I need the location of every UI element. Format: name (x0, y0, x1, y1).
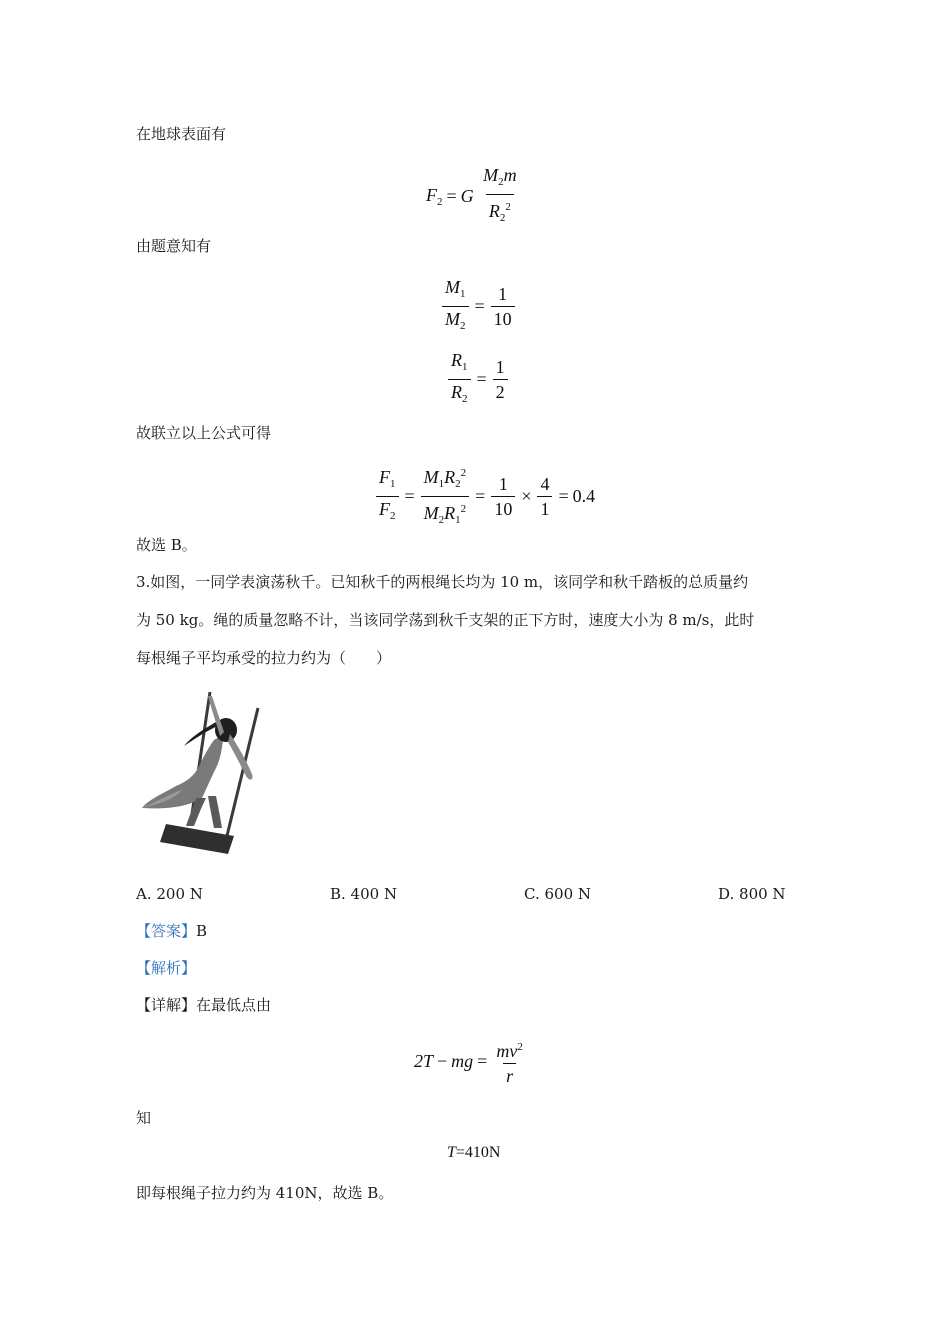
text-on-earth-surface: 在地球表面有 (136, 125, 227, 143)
formula-tension-result: T=410N (447, 1144, 501, 1161)
formula-mass-ratio: $\frac{M_1}{M_2}$ = $\frac{1}{10}$ (440, 277, 517, 336)
option-d[interactable]: D. 800 N (718, 885, 786, 903)
formula-gravity-earth (426, 165, 522, 228)
option-c[interactable]: C. 600 N (524, 885, 592, 903)
detail-line (136, 995, 271, 1015)
text-choose-b: 故选 B。 (136, 536, 197, 554)
option-a[interactable]: A. 200 N (136, 885, 203, 903)
equals-sign: = (446, 186, 457, 206)
answer-line (136, 921, 207, 941)
formula-radius-ratio: $\frac{R_1}{R_2}$ = $\frac{1}{2}$ (446, 350, 510, 409)
text-conclusion: 即每根绳子拉力约为 410N，故选 B。 (136, 1184, 394, 1202)
detail-text: 在最低点由 (196, 996, 272, 1014)
text-zhi: 知 (136, 1109, 152, 1127)
formula-force-ratio: $\frac{F_1}{F_2}$ = $\frac{M_1R_2^2}{M_2R_1^2}$ = $\frac{1}{10}$ × $\frac{4}{1}$ = 0.4 (374, 463, 595, 530)
question-3-line-3: 每根绳子平均承受的拉力约为（ ） (136, 649, 392, 667)
f2-symbol: $F_2$ (426, 185, 443, 208)
detail-tag: 【详解】 (136, 996, 197, 1014)
swing-illustration (136, 686, 276, 862)
formula-tension: 2T − mg = $\frac{mv^2}{r}$ (414, 1041, 523, 1086)
question-3-line-1: 3.如图，一同学表演荡秋千。已知秋千的两根绳长均为 10 m，该同学和秋千踏板的总质量约 (136, 573, 749, 591)
question-3-line-2: 为 50 kg。绳的质量忽略不计，当该同学荡到秋千支架的正下方时，速度大小为 8 m/s，此时 (136, 611, 755, 629)
text-combine-formulas: 故联立以上公式可得 (136, 424, 272, 442)
answer-value: B (196, 922, 208, 940)
text-by-problem: 由题意知有 (136, 237, 212, 255)
fraction-m2m-over-r2sq: $\frac{M_2m}{R_2^2}$ (480, 165, 520, 228)
analysis-tag: 【解析】 (136, 959, 197, 977)
option-b[interactable]: B. 400 N (330, 885, 398, 903)
g-symbol: G (460, 186, 474, 206)
answer-tag: 【答案】 (136, 922, 197, 940)
